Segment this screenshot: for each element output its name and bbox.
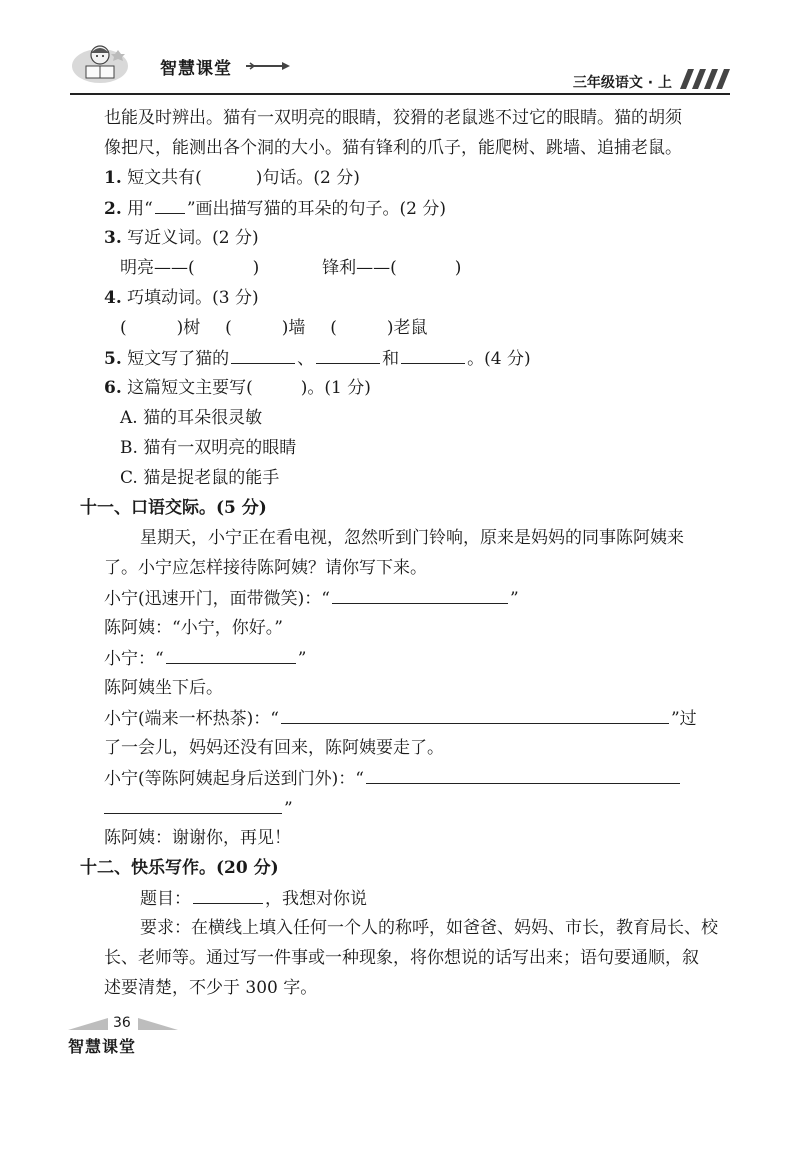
- writing-requirement: 述要清楚，不少于 300 字。: [104, 978, 318, 998]
- dialogue-prompt: 小宁(迅速开门，面带微笑)：“: [104, 589, 330, 609]
- question-3: [104, 227, 259, 249]
- answer-line[interactable]: [332, 587, 508, 604]
- writing-requirement: 长、老师等。通过写一件事或一种现象，将你想说的话写出来；语句要通顺，叙: [104, 948, 699, 968]
- dialogue-line: [104, 767, 682, 790]
- question-6: [104, 377, 371, 399]
- question-text: )。(1 分): [300, 378, 371, 398]
- dialogue-line: 陈阿姨：谢谢你，再见！: [104, 828, 291, 848]
- section-11-intro: 星期天，小宁正在看电视，忽然听到门铃响，原来是妈妈的同事陈阿姨来: [140, 528, 684, 548]
- grade-label: 三年级语文 · 上: [572, 75, 672, 91]
- header-rule: [70, 93, 730, 95]
- page-header: [70, 36, 730, 91]
- verb-object: )老鼠: [386, 318, 428, 338]
- quote-close: ”: [297, 649, 307, 669]
- synonym-prompt: 明亮——(: [120, 258, 195, 278]
- question-2: [104, 197, 446, 220]
- dialogue-prompt: 小宁：“: [104, 649, 164, 669]
- answer-line[interactable]: [366, 767, 680, 784]
- choice-option[interactable]: B. 猫有一双明亮的眼睛: [120, 438, 297, 458]
- question-number: 2.: [104, 199, 122, 219]
- question-text: 。(4 分): [467, 349, 531, 369]
- dialogue-prompt: 小宁(端来一杯热茶)：“: [104, 709, 279, 729]
- choice-option[interactable]: A. 猫的耳朵很灵敏: [120, 408, 263, 428]
- question-5: [104, 347, 531, 370]
- question-1: [104, 167, 360, 189]
- section-11-intro: 了。小宁应怎样接待陈阿姨？请你写下来。: [104, 558, 427, 578]
- paren-open: (: [330, 318, 337, 338]
- section-12-title: 十二、快乐写作。(20 分): [80, 858, 279, 878]
- student-reading-icon: [70, 40, 130, 84]
- question-text: )句话。(2 分): [255, 168, 360, 188]
- question-text: 短文写了猫的: [127, 349, 230, 369]
- footer-brand: 智慧课堂: [68, 1037, 137, 1056]
- dialogue-line: [104, 647, 306, 670]
- question-number: 3.: [104, 228, 122, 248]
- paren-open: (: [225, 318, 232, 338]
- conjunction: 和: [382, 349, 400, 369]
- stripes-decoration-icon: [680, 69, 730, 89]
- question-text: 短文共有(: [127, 168, 202, 188]
- answer-line[interactable]: [281, 707, 669, 724]
- topic-label: 题目：: [140, 889, 191, 909]
- question-4: [104, 287, 259, 309]
- dialogue-line: 了一会儿，妈妈还没有回来，陈阿姨要走了。: [104, 738, 444, 758]
- verb-row: [120, 317, 427, 339]
- verb-object: )墙: [281, 318, 306, 338]
- verb-object: )树: [176, 318, 201, 338]
- question-text: 用“: [127, 199, 153, 219]
- arrow-icon: [246, 62, 290, 70]
- writing-topic: [140, 887, 367, 910]
- paren-open: (: [120, 318, 127, 338]
- section-11-title: 十一、口语交际。(5 分): [80, 498, 267, 518]
- question-number: 1.: [104, 168, 122, 188]
- quote-close: ”: [509, 589, 519, 609]
- synonym-prompt: 锋利——(: [322, 258, 397, 278]
- dialogue-line: [104, 587, 519, 610]
- paren-close: ): [252, 258, 260, 278]
- brand-title: 智慧课堂: [160, 59, 232, 79]
- page-number: 36: [113, 1015, 131, 1031]
- question-number: 5.: [104, 349, 122, 369]
- dialogue-prompt: 小宁(等陈阿姨起身后送到门外)：“: [104, 769, 364, 789]
- answer-line[interactable]: [166, 647, 296, 664]
- choice-option[interactable]: C. 猫是捉老鼠的能手: [120, 468, 280, 488]
- page-footer: [68, 1010, 178, 1060]
- passage-line: 也能及时辨出。猫有一双明亮的眼睛，狡猾的老鼠逃不过它的眼睛。猫的胡须: [104, 108, 682, 128]
- topic-blank[interactable]: [193, 887, 263, 904]
- underline-sample: [155, 197, 185, 214]
- synonym-row: [120, 257, 461, 279]
- question-text: ”画出描写猫的耳朵的句子。(2 分): [186, 199, 447, 219]
- writing-requirement: 要求：在横线上填入任何一个人的称呼，如爸爸、妈妈、市长，教育局长、校: [140, 918, 718, 938]
- answer-line[interactable]: [401, 347, 465, 364]
- dialogue-tail: ”过: [670, 709, 697, 729]
- answer-line[interactable]: [104, 797, 282, 814]
- dialogue-line: [104, 707, 697, 730]
- dialogue-line: 陈阿姨：“小宁，你好。”: [104, 618, 283, 638]
- dialogue-line: 陈阿姨坐下后。: [104, 678, 223, 698]
- paren-close: ): [454, 258, 462, 278]
- question-text: 写近义词。(2 分): [127, 228, 259, 248]
- quote-close: ”: [284, 799, 293, 819]
- dialogue-line: [104, 797, 293, 820]
- question-text: 巧填动词。(3 分): [127, 288, 259, 308]
- separator: 、: [297, 349, 315, 369]
- answer-line[interactable]: [316, 347, 380, 364]
- question-number: 6.: [104, 378, 122, 398]
- question-text: 这篇短文主要写(: [127, 378, 253, 398]
- answer-line[interactable]: [231, 347, 295, 364]
- question-number: 4.: [104, 288, 122, 308]
- topic-text: ，我想对你说: [265, 889, 367, 909]
- passage-line: 像把尺，能测出各个洞的大小。猫有锋利的爪子，能爬树、跳墙、追捕老鼠。: [104, 138, 682, 158]
